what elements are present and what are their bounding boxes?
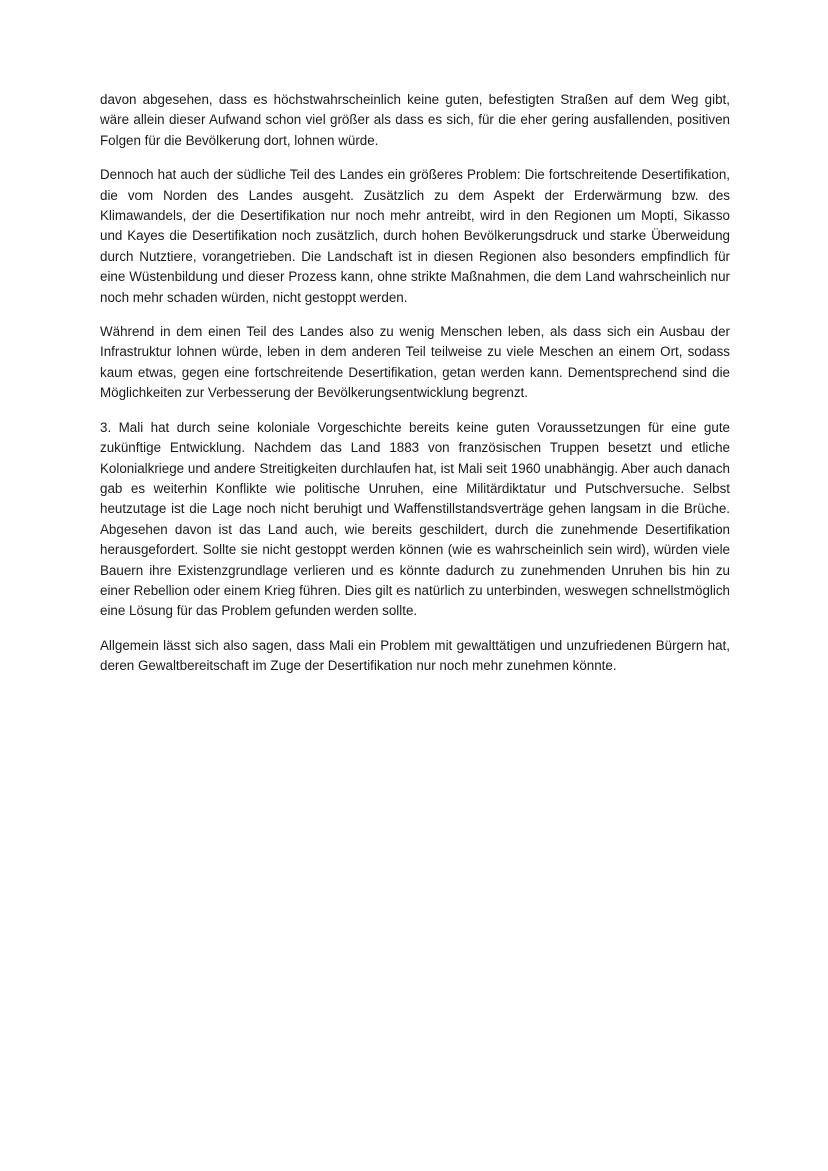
paragraph-desertification-south: Dennoch hat auch der südliche Teil des Landes ein größeres Problem: Die fortschreitende Desertifikation, die vom Norden des Landes ausgeht. Zusätzlich zu dem Aspekt der Erderwärmung bzw. des Klimawandels, der die Desertifikation nur noch mehr antreibt, wird in den Regionen um Mopti, Sikasso und Kayes die Desertifikation noch zusätzlich, durch hohen Bevölkerungsdruck und starke Überweidung durch Nutztiere, vorangetrieben. Die Landschaft ist in diesen Regionen also besonders empfindlich für eine Wüstenbildung und dieser Prozess kann, ohne strikte Maßnahmen, die dem Land wahrscheinlich nur noch mehr schaden würden, nicht gestoppt werden.: [100, 167, 730, 305]
paragraph-population-distribution: Während in dem einen Teil des Landes also zu wenig Menschen leben, als dass sich ein Ausbau der Infrastruktur lohnen würde, leben in dem anderen Teil teilweise zu viele Meschen an einem Ort, sodass kaum etwas, gegen eine fortschreitende Desertifikation, getan werden kann. Dementsprechend sind die Möglichkeiten zur Verbesserung der Bevölkerungsentwicklung begrenzt.: [100, 324, 730, 401]
paragraph-colonial-history: 3. Mali hat durch seine koloniale Vorgeschichte bereits keine guten Voraussetzungen für eine gute zukünftige Entwicklung. Nachdem das Land 1883 von französischen Truppen besetzt und etliche Kolonialkriege und andere Streitigkeiten durchlaufen hat, ist Mali seit 1960 unabhängig. Aber auch danach gab es weiterhin Konflikte wie politische Unruhen, eine Militärdiktatur und Putschversuche. Selbst heutzutage ist die Lage noch nicht beruhigt und Waffenstillstandsverträge gehen langsam in die Brüche. Abgesehen davon ist das Land auch, wie bereits geschildert, durch die zunehmende Desertifikation herausgefordert. Sollte sie nicht gestoppt werden können (wie es wahrscheinlich sein wird), würden viele Bauern ihre Existenzgrundlage verlieren und es könnte dadurch zu zunehmenden Unruhen bis hin zu einer Rebellion oder einem Krieg führen. Dies gilt es natürlich zu unterbinden, weswegen schnellstmöglich eine Lösung für das Problem gefunden werden sollte.: [100, 419, 730, 619]
document-body: [100, 90, 730, 691]
paragraph-road-costs: davon abgesehen, dass es höchstwahrscheinlich keine guten, befestigten Straßen auf dem Weg gibt, wäre allein dieser Aufwand schon viel größer als dass es sich, für die eher gering ausfallenden, positiven Folgen für die Bevölkerung dort, lohnen würde.: [100, 92, 730, 148]
paragraph-conclusion: Allgemein lässt sich also sagen, dass Mali ein Problem mit gewalttätigen und unzufriedenen Bürgern hat, deren Gewaltbereitschaft im Zuge der Desertifikation nur noch mehr zunehmen könnte.: [100, 637, 730, 674]
